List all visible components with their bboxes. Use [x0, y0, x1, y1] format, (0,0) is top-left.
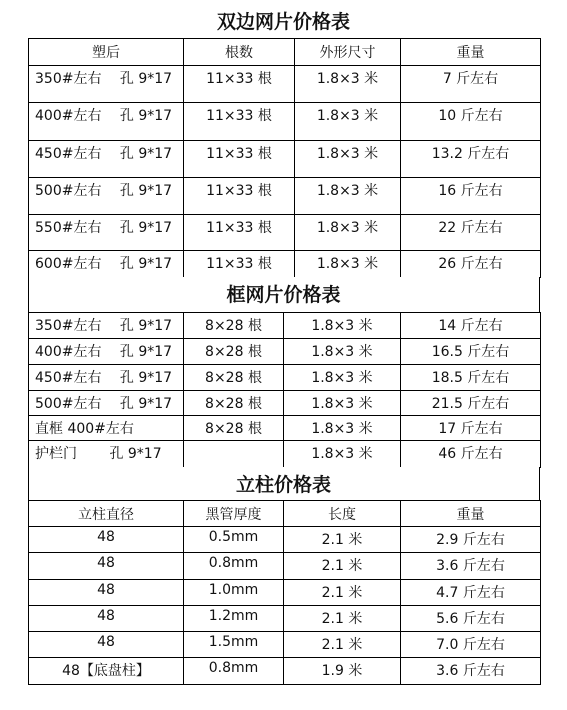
cell-diameter: 48 — [29, 632, 184, 658]
column-header: 根数 — [184, 39, 295, 66]
cell-count: 8×28 根 — [184, 365, 284, 391]
table-row — [29, 365, 541, 391]
cell-thickness: 1.2mm — [184, 606, 284, 632]
table-row — [29, 527, 541, 553]
table-row — [29, 178, 541, 215]
cell-length: 2.1 米 — [284, 606, 401, 632]
cell-size: 1.8×3 米 — [284, 441, 401, 468]
table-row — [29, 632, 541, 658]
cell-weight: 10 斤左右 — [401, 103, 541, 141]
cell-thickness: 0.8mm — [184, 658, 284, 685]
cell-weight: 17 斤左右 — [401, 416, 541, 441]
column-header: 重量 — [401, 39, 541, 66]
cell-size: 1.8×3 米 — [284, 416, 401, 441]
column-header: 立柱直径 — [29, 501, 184, 527]
column-header: 重量 — [401, 501, 541, 527]
section-title-post: 立柱价格表 — [235, 474, 331, 496]
cell-spec: 400#左右 孔 9*17 — [29, 103, 184, 141]
cell-size: 1.8×3 米 — [295, 178, 401, 215]
table-row — [29, 658, 541, 685]
column-header: 黑管厚度 — [184, 501, 284, 527]
cell-thickness: 0.8mm — [184, 553, 284, 580]
cell-count: 8×28 根 — [184, 339, 284, 365]
cell-spec: 500#左右 孔 9*17 — [29, 178, 184, 215]
cell-thickness: 0.5mm — [184, 527, 284, 553]
cell-length: 2.1 米 — [284, 632, 401, 658]
cell-weight: 46 斤左右 — [401, 441, 541, 468]
cell-weight: 16 斤左右 — [401, 178, 541, 215]
column-header: 外形尺寸 — [295, 39, 401, 66]
cell-diameter: 48【底盘柱】 — [29, 658, 184, 685]
table-row — [29, 606, 541, 632]
cell-diameter: 48 — [29, 580, 184, 606]
cell-weight: 3.6 斤左右 — [401, 553, 541, 580]
cell-count: 11×33 根 — [184, 178, 295, 215]
cell-weight: 4.7 斤左右 — [401, 580, 541, 606]
cell-weight: 22 斤左右 — [401, 215, 541, 251]
table-header-row — [29, 501, 541, 527]
cell-diameter: 48 — [29, 553, 184, 580]
table-row — [29, 339, 541, 365]
table-row — [29, 313, 541, 339]
column-header: 塑后 — [29, 39, 184, 66]
cell-spec: 护栏门 孔 9*17 — [29, 441, 184, 468]
cell-diameter: 48 — [29, 527, 184, 553]
cell-diameter: 48 — [29, 606, 184, 632]
table-row — [29, 103, 541, 141]
cell-spec: 500#左右 孔 9*17 — [29, 391, 184, 416]
table-row — [29, 141, 541, 178]
double-mesh-price-table — [28, 38, 541, 278]
cell-thickness: 1.0mm — [184, 580, 284, 606]
cell-count — [184, 441, 284, 468]
cell-size: 1.8×3 米 — [295, 141, 401, 178]
section-title-double-mesh: 双边网片价格表 — [216, 11, 350, 33]
cell-size: 1.8×3 米 — [295, 251, 401, 278]
cell-weight: 2.9 斤左右 — [401, 527, 541, 553]
cell-size: 1.8×3 米 — [284, 391, 401, 416]
table-row — [29, 251, 541, 278]
cell-count: 11×33 根 — [184, 103, 295, 141]
cell-length: 2.1 米 — [284, 553, 401, 580]
cell-count: 11×33 根 — [184, 215, 295, 251]
cell-spec: 350#左右 孔 9*17 — [29, 313, 184, 339]
cell-thickness: 1.5mm — [184, 632, 284, 658]
cell-weight: 13.2 斤左右 — [401, 141, 541, 178]
section-title-frame-mesh: 框网片价格表 — [226, 284, 341, 306]
cell-weight: 5.6 斤左右 — [401, 606, 541, 632]
cell-weight: 26 斤左右 — [401, 251, 541, 278]
cell-spec: 直框 400#左右 — [29, 416, 184, 441]
cell-size: 1.8×3 米 — [284, 339, 401, 365]
cell-length: 2.1 米 — [284, 527, 401, 553]
cell-size: 1.8×3 米 — [295, 103, 401, 141]
cell-count: 11×33 根 — [184, 141, 295, 178]
cell-length: 1.9 米 — [284, 658, 401, 685]
cell-count: 8×28 根 — [184, 313, 284, 339]
frame-mesh-price-table — [28, 312, 541, 468]
table-row — [29, 580, 541, 606]
cell-size: 1.8×3 米 — [284, 365, 401, 391]
cell-spec: 550#左右 孔 9*17 — [29, 215, 184, 251]
table-row — [29, 391, 541, 416]
table-row — [29, 66, 541, 103]
cell-count: 11×33 根 — [184, 251, 295, 278]
cell-size: 1.8×3 米 — [284, 313, 401, 339]
column-header: 长度 — [284, 501, 401, 527]
cell-spec: 350#左右 孔 9*17 — [29, 66, 184, 103]
cell-size: 1.8×3 米 — [295, 66, 401, 103]
cell-spec: 450#左右 孔 9*17 — [29, 141, 184, 178]
cell-spec: 600#左右 孔 9*17 — [29, 251, 184, 278]
cell-weight: 18.5 斤左右 — [401, 365, 541, 391]
cell-spec: 400#左右 孔 9*17 — [29, 339, 184, 365]
table-row — [29, 553, 541, 580]
cell-weight: 21.5 斤左右 — [401, 391, 541, 416]
cell-weight: 7 斤左右 — [401, 66, 541, 103]
post-price-table — [28, 500, 541, 685]
table-header-row — [29, 39, 541, 66]
table-row — [29, 215, 541, 251]
cell-count: 8×28 根 — [184, 391, 284, 416]
cell-weight: 3.6 斤左右 — [401, 658, 541, 685]
cell-count: 8×28 根 — [184, 416, 284, 441]
cell-weight: 14 斤左右 — [401, 313, 541, 339]
table-row — [29, 416, 541, 441]
cell-size: 1.8×3 米 — [295, 215, 401, 251]
table-row — [29, 441, 541, 468]
cell-count: 11×33 根 — [184, 66, 295, 103]
cell-weight: 16.5 斤左右 — [401, 339, 541, 365]
cell-weight: 7.0 斤左右 — [401, 632, 541, 658]
cell-spec: 450#左右 孔 9*17 — [29, 365, 184, 391]
cell-length: 2.1 米 — [284, 580, 401, 606]
